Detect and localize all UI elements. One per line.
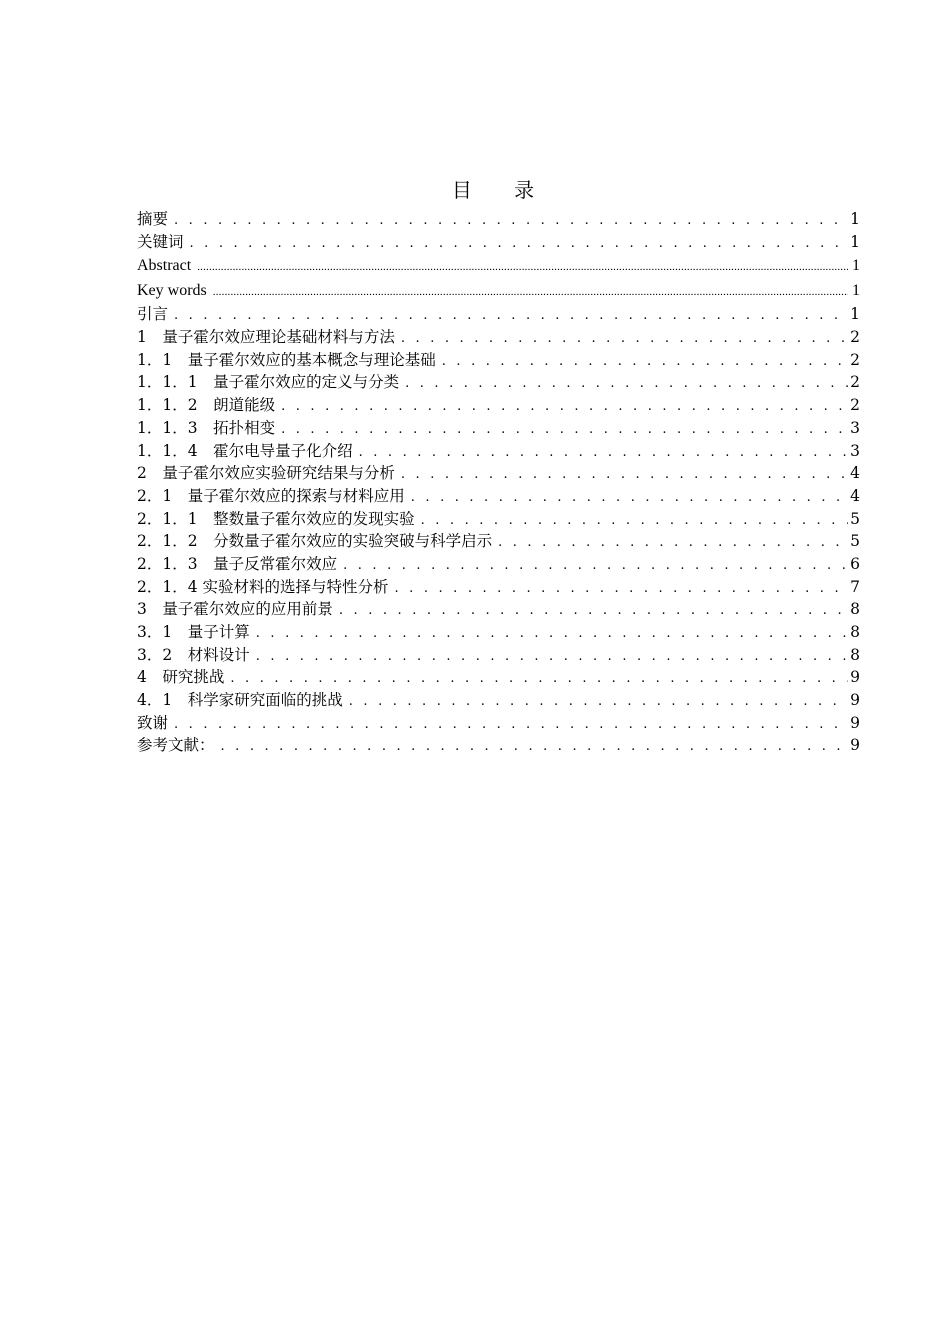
- toc-leader-dots: [405, 373, 848, 394]
- toc-entry-label: 3．1 量子计算: [137, 623, 250, 641]
- toc-entry[interactable]: [137, 303, 860, 326]
- toc-entry[interactable]: [137, 231, 860, 254]
- toc-entry[interactable]: [137, 208, 860, 231]
- toc-leader-dots: [343, 555, 848, 576]
- toc-leader-dots: [401, 328, 848, 349]
- toc-leader-dots: [256, 623, 848, 644]
- toc-entry-label: 1 量子霍尔效应理论基础材料与方法: [137, 328, 395, 347]
- toc-entry-page-number: 8: [850, 623, 860, 641]
- toc-entry-page-number: 2: [850, 373, 860, 392]
- toc-entry[interactable]: [137, 689, 860, 712]
- toc-entry[interactable]: [137, 734, 860, 757]
- toc-entry[interactable]: [137, 621, 860, 644]
- toc-entry-page-number: 1: [850, 232, 860, 251]
- toc-entry-label: 4．1 科学家研究面临的挑战: [137, 691, 343, 710]
- toc-entry[interactable]: [137, 644, 860, 667]
- toc-entry[interactable]: [137, 712, 860, 735]
- toc-leader-dots: [213, 280, 848, 303]
- toc-entry-page-number: 7: [850, 577, 860, 596]
- toc-entry-label: 2．1．4 实验材料的选择与特性分析: [137, 577, 389, 596]
- toc-entry-label: 关键词: [137, 232, 184, 251]
- toc-leader-dots: [256, 646, 848, 667]
- toc-entry-page-number: 1: [850, 305, 860, 324]
- toc-entry[interactable]: [137, 326, 860, 349]
- toc-entry[interactable]: [137, 371, 860, 394]
- toc-leader-dots: [421, 510, 848, 531]
- toc-entry-label: 2 量子霍尔效应实验研究结果与分析: [137, 464, 395, 483]
- toc-entry-label: 致谢: [137, 713, 169, 732]
- toc-leader-dots: [442, 351, 848, 372]
- toc-leader-dots: [281, 419, 848, 440]
- toc-entry-page-number: 9: [850, 691, 860, 710]
- toc-entry-label: 2．1．3 量子反常霍尔效应: [137, 554, 338, 573]
- toc-leader-dots: [230, 668, 848, 689]
- toc-entry-page-number: 2: [850, 396, 860, 415]
- toc-entry[interactable]: [137, 508, 860, 531]
- toc-title: 目 录: [451, 178, 553, 202]
- toc-entry[interactable]: [137, 576, 860, 599]
- toc-entry-label: 3．2 材料设计: [137, 645, 250, 664]
- toc-entry-label: 2．1 量子霍尔效应的探索与材料应用: [137, 486, 405, 505]
- toc-entry-label: 引言: [137, 305, 169, 324]
- toc-entry-label: 3 量子霍尔效应的应用前景: [137, 600, 333, 619]
- toc-entry-page-number: 1: [852, 257, 860, 275]
- table-of-contents: [137, 208, 860, 757]
- toc-entry-page-number: 4: [850, 464, 860, 483]
- toc-entry[interactable]: [137, 349, 860, 372]
- toc-entry-page-number: 1: [852, 282, 860, 300]
- toc-leader-dots: [174, 714, 848, 735]
- toc-entry-label: Key words: [137, 282, 207, 300]
- toc-entry[interactable]: [137, 666, 860, 689]
- toc-entry-page-number: 6: [850, 554, 860, 573]
- toc-entry-page-number: 9: [850, 736, 860, 755]
- toc-leader-dots: [174, 305, 848, 326]
- toc-leader-dots: [395, 578, 848, 599]
- toc-entry-label: 4 研究挑战: [137, 668, 225, 687]
- toc-leader-dots: [281, 396, 848, 417]
- toc-entry-label: 2．1．2 分数量子霍尔效应的实验突破与科学启示: [137, 532, 493, 551]
- toc-entry[interactable]: [137, 598, 860, 621]
- toc-leader-dots: [411, 487, 848, 508]
- toc-entry[interactable]: [137, 462, 860, 485]
- toc-entry[interactable]: [137, 417, 860, 440]
- toc-entry[interactable]: [137, 485, 860, 508]
- toc-leader-dots: [401, 464, 848, 485]
- toc-entry-page-number: 2: [850, 328, 860, 347]
- toc-leader-dots: [349, 691, 848, 712]
- toc-leader-dots: [339, 600, 848, 621]
- toc-entry[interactable]: [137, 553, 860, 576]
- toc-entry-label: 1．1．1 量子霍尔效应的定义与分类: [137, 373, 400, 392]
- toc-entry-page-number: 9: [850, 668, 860, 687]
- toc-leader-dots: [197, 255, 848, 278]
- toc-entry-page-number: 2: [850, 350, 860, 369]
- toc-entry-label: 1．1．4 霍尔电导量子化介绍: [137, 441, 353, 460]
- toc-entry-page-number: 9: [850, 713, 860, 732]
- toc-entry-page-number: 1: [850, 210, 860, 228]
- toc-entry-label: 1．1．3 拓扑相变: [137, 418, 276, 437]
- toc-leader-dots: [190, 233, 848, 254]
- toc-entry-label: 1．1 量子霍尔效应的基本概念与理论基础: [137, 350, 436, 369]
- toc-leader-dots: [221, 736, 848, 757]
- toc-entry-page-number: 8: [850, 600, 860, 619]
- toc-entry-page-number: 4: [850, 486, 860, 505]
- toc-entry-label: 1．1．2 朗道能级: [137, 396, 276, 415]
- toc-entry-label: Abstract: [137, 257, 192, 275]
- toc-entry-page-number: 5: [850, 532, 860, 551]
- toc-entry-page-number: 5: [850, 509, 860, 528]
- toc-entry[interactable]: [137, 278, 860, 303]
- toc-entry[interactable]: [137, 440, 860, 463]
- toc-leader-dots: [359, 442, 848, 463]
- toc-leader-dots: [498, 532, 848, 553]
- toc-entry[interactable]: [137, 530, 860, 553]
- toc-entry-label: 摘要: [137, 210, 169, 228]
- toc-leader-dots: [174, 210, 848, 231]
- toc-entry-page-number: 3: [850, 418, 860, 437]
- toc-entry[interactable]: [137, 394, 860, 417]
- toc-entry[interactable]: [137, 253, 860, 278]
- toc-entry-page-number: 8: [850, 645, 860, 664]
- toc-entry-label: 参考文献：: [137, 736, 215, 755]
- toc-entry-page-number: 3: [850, 441, 860, 460]
- toc-entry-label: 2．1．1 整数量子霍尔效应的发现实验: [137, 509, 415, 528]
